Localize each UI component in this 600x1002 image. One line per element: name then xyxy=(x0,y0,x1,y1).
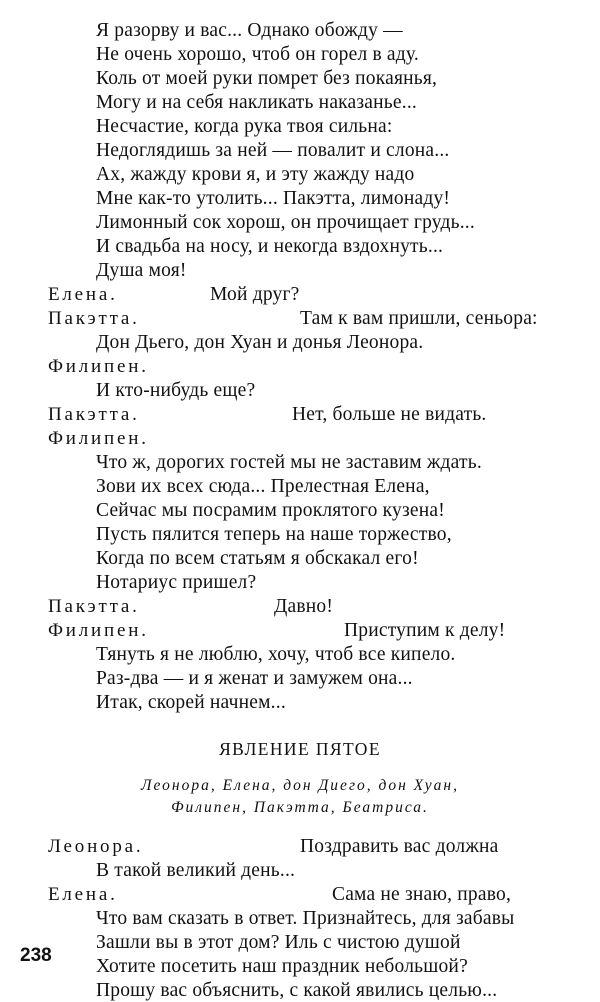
verse-line: Коль от моей руки помрет без покаянья, xyxy=(96,68,438,89)
verse-line: Что вам сказать в ответ. Признайтесь, для забавы xyxy=(96,908,515,929)
page-number: 238 xyxy=(20,945,52,966)
verse-line: Сама не знаю, право, xyxy=(332,884,512,905)
verse-line: Итак, скорей начнем... xyxy=(96,692,286,713)
speaker-name: Елена. xyxy=(48,284,118,305)
verse-line: Не очень хорошо, чтоб он горел в аду. xyxy=(96,44,419,65)
verse-line: Приступим к делу! xyxy=(344,620,506,641)
verse-line: Сейчас мы посрамим проклятого кузена! xyxy=(96,500,445,521)
verse-line: Раз-два — и я женат и замужем она... xyxy=(96,668,413,689)
verse-line: В такой великий день... xyxy=(96,860,296,881)
verse-line: Зашли вы в этот дом? Иль с чистою душой xyxy=(96,932,461,953)
speaker-name: Елена. xyxy=(48,884,118,905)
speaker-name: Филипен. xyxy=(48,620,149,641)
verse-line: Зови их всех сюда... Прелестная Елена, xyxy=(96,476,430,497)
verse-line: Давно! xyxy=(274,596,334,617)
verse-line: Мне как-то утолить... Пакэтта, лимонаду! xyxy=(96,188,451,209)
verse-line: Дон Дьего, дон Хуан и донья Леонора. xyxy=(96,332,424,353)
verse-line: Я разорву и вас... Однако обожду — xyxy=(96,20,403,41)
verse-line: Могу и на себя накликать наказанье... xyxy=(96,92,417,113)
verse-line: Пусть пялится теперь на наше торжество, xyxy=(96,524,452,545)
speaker-name: Филипен. xyxy=(48,356,149,377)
verse-line: Когда по всем статьям я обскакал его! xyxy=(96,548,419,569)
verse-line: Мой друг? xyxy=(210,284,300,305)
verse-line: Прошу вас объяснить, с какой явились целью... xyxy=(96,980,498,1001)
verse-line: И кто-нибудь еще? xyxy=(96,380,256,401)
speaker-name: Леонора. xyxy=(48,836,144,857)
verse-line: Хотите посетить наш праздник небольшой? xyxy=(96,956,468,977)
verse-line: Несчастие, когда рука твоя сильна: xyxy=(96,116,393,137)
cast-list: Филипен, Пакэтта, Беатриса. xyxy=(171,799,429,816)
verse-line: Душа моя! xyxy=(96,260,187,281)
verse-line: Тянуть я не люблю, хочу, чтоб все кипело. xyxy=(96,644,456,665)
cast-list: Леонора, Елена, дон Диего, дон Хуан, xyxy=(141,777,459,794)
verse-line: Недоглядишь за ней — повалит и слона... xyxy=(96,140,450,161)
section-title: ЯВЛЕНИЕ ПЯТОЕ xyxy=(219,739,381,759)
verse-line: Нет, больше не видать. xyxy=(292,404,487,425)
verse-line: Ах, жажду крови я, и эту жажду надо xyxy=(96,164,415,185)
verse-line: Нотариус пришел? xyxy=(96,572,257,593)
speaker-name: Пакэтта. xyxy=(48,596,140,617)
verse-line: Там к вам пришли, сеньора: xyxy=(300,308,538,329)
verse-line: И свадьба на носу, и некогда вздохнуть... xyxy=(96,236,444,257)
verse-line: Лимонный сок хорош, он прочищает грудь... xyxy=(96,212,475,233)
speaker-name: Пакэтта. xyxy=(48,404,140,425)
speaker-name: Пакэтта. xyxy=(48,308,140,329)
verse-line: Что ж, дорогих гостей мы не заставим ждать. xyxy=(96,452,482,473)
speaker-name: Филипен. xyxy=(48,428,149,449)
verse-line: Поздравить вас должна xyxy=(300,836,499,857)
